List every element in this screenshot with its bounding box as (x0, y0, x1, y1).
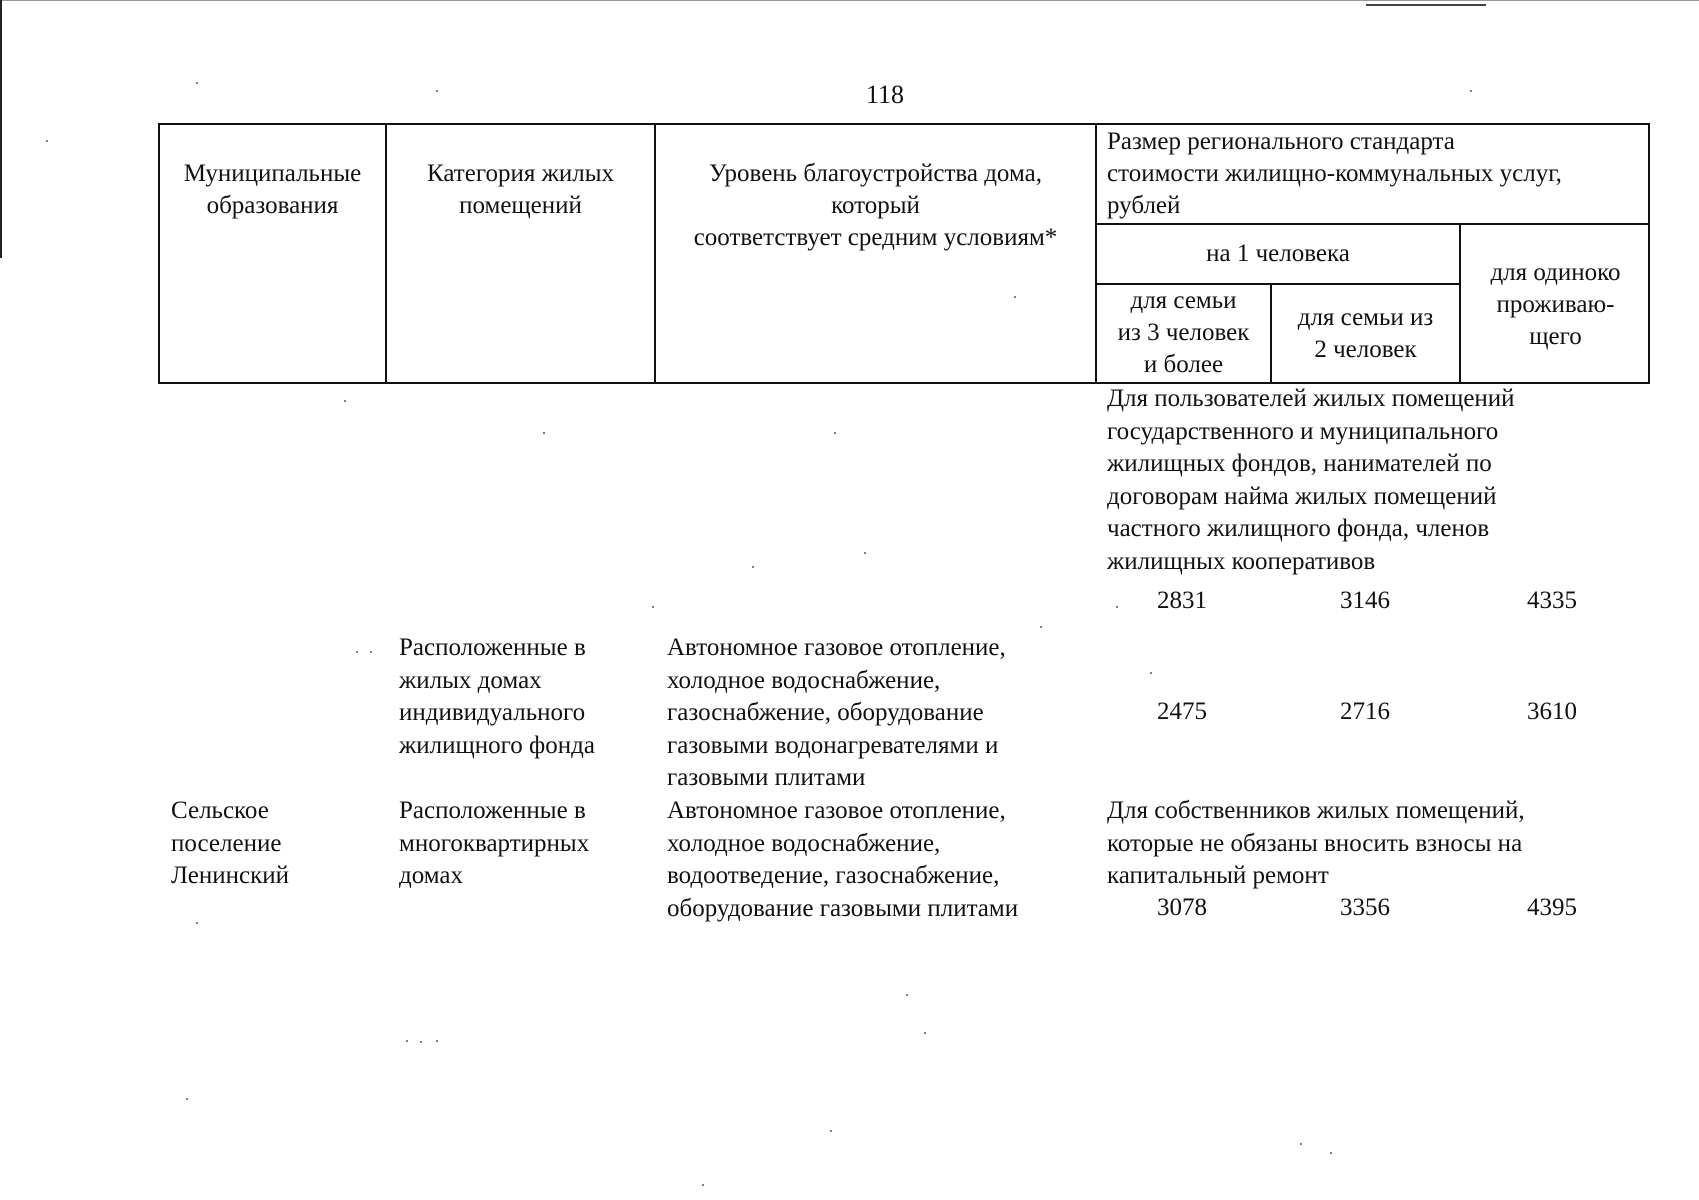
scan-speck (196, 82, 198, 84)
row-category: Расположенные в многоквартирных домах (399, 797, 590, 889)
scan-speck (702, 1184, 704, 1186)
value-single: 4395 (1527, 894, 1577, 921)
scan-speck (834, 432, 836, 434)
scan-speck (436, 1040, 438, 1042)
value-family-3plus: 3078 (1157, 894, 1207, 921)
row-comfort-level: Автономное газовое отопление, холодное водоснабжение, водоотведение, газоснабжение, оборудование газовыми плитами (667, 797, 1019, 922)
value-family-2: 3356 (1340, 894, 1390, 921)
scan-speck (356, 651, 358, 653)
scan-edge-left (0, 0, 2, 258)
scan-edge-topright (1366, 4, 1486, 6)
scan-speck (196, 922, 198, 924)
section-note: Для пользователей жилых помещений государственного и муниципального жилищных фондов, нанимателей по договорам найма жилых помещений частного жилищного фонда, членов жилищных кооперативов (1107, 385, 1515, 575)
scan-speck (1330, 1152, 1332, 1154)
header-per-person: на 1 человека (1206, 240, 1350, 267)
scan-speck (1116, 606, 1118, 608)
scan-speck (436, 90, 438, 92)
scan-speck (420, 1041, 422, 1043)
row-category: Расположенные в жилых домах индивидуального жилищного фонда (399, 634, 595, 759)
header-comfort-level: Уровень благоустройства дома, который соответствует средним условиям* (693, 160, 1058, 251)
value-family-2: 3146 (1340, 587, 1390, 614)
row-comfort-level: Автономное газовое отопление, холодное водоснабжение, газоснабжение, оборудование газовыми водонагревателями и газовыми плитами (667, 634, 1006, 791)
section-note: Для собственников жилых помещений, которые не обязаны вносить взносы на капитальный ремонт (1107, 797, 1525, 889)
value-family-3plus: 2475 (1157, 698, 1207, 725)
header-family-3plus: для семьи из 3 человек и более (1117, 287, 1250, 378)
scan-speck (752, 566, 754, 568)
header-regional-standard: Размер регионального стандарта стоимости жилищно-коммунальных услуг, рублей (1107, 128, 1562, 219)
scan-speck (406, 1040, 408, 1042)
scan-speck (652, 606, 654, 608)
scan-speck (1040, 626, 1042, 628)
page-number: 118 (866, 80, 905, 109)
scan-speck (924, 1032, 926, 1034)
header-single: для одиноко проживаю- щего (1490, 259, 1621, 350)
header-municipal: Муниципальные образования (183, 160, 362, 219)
header-family-2: для семьи из 2 человек (1297, 304, 1434, 363)
value-single: 4335 (1527, 587, 1577, 614)
value-family-3plus: 2831 (1157, 587, 1207, 614)
scan-speck (46, 140, 48, 142)
scan-speck (1470, 90, 1472, 92)
scan-speck (1300, 1143, 1302, 1145)
scan-speck (344, 400, 346, 402)
header-row-divider (1095, 223, 1650, 225)
scan-speck (830, 1130, 832, 1132)
scan-speck (370, 651, 372, 653)
scan-edge-top (0, 0, 1699, 1)
header-category: Категория жилых помещений (427, 160, 614, 219)
value-family-2: 2716 (1340, 698, 1390, 725)
row-municipality: Сельское поселение Ленинский (171, 797, 290, 889)
scan-speck (1150, 672, 1152, 674)
value-single: 3610 (1527, 698, 1577, 725)
scan-speck (186, 1098, 188, 1100)
scan-speck (906, 994, 908, 996)
scan-speck (543, 432, 545, 434)
scan-speck (864, 552, 866, 554)
